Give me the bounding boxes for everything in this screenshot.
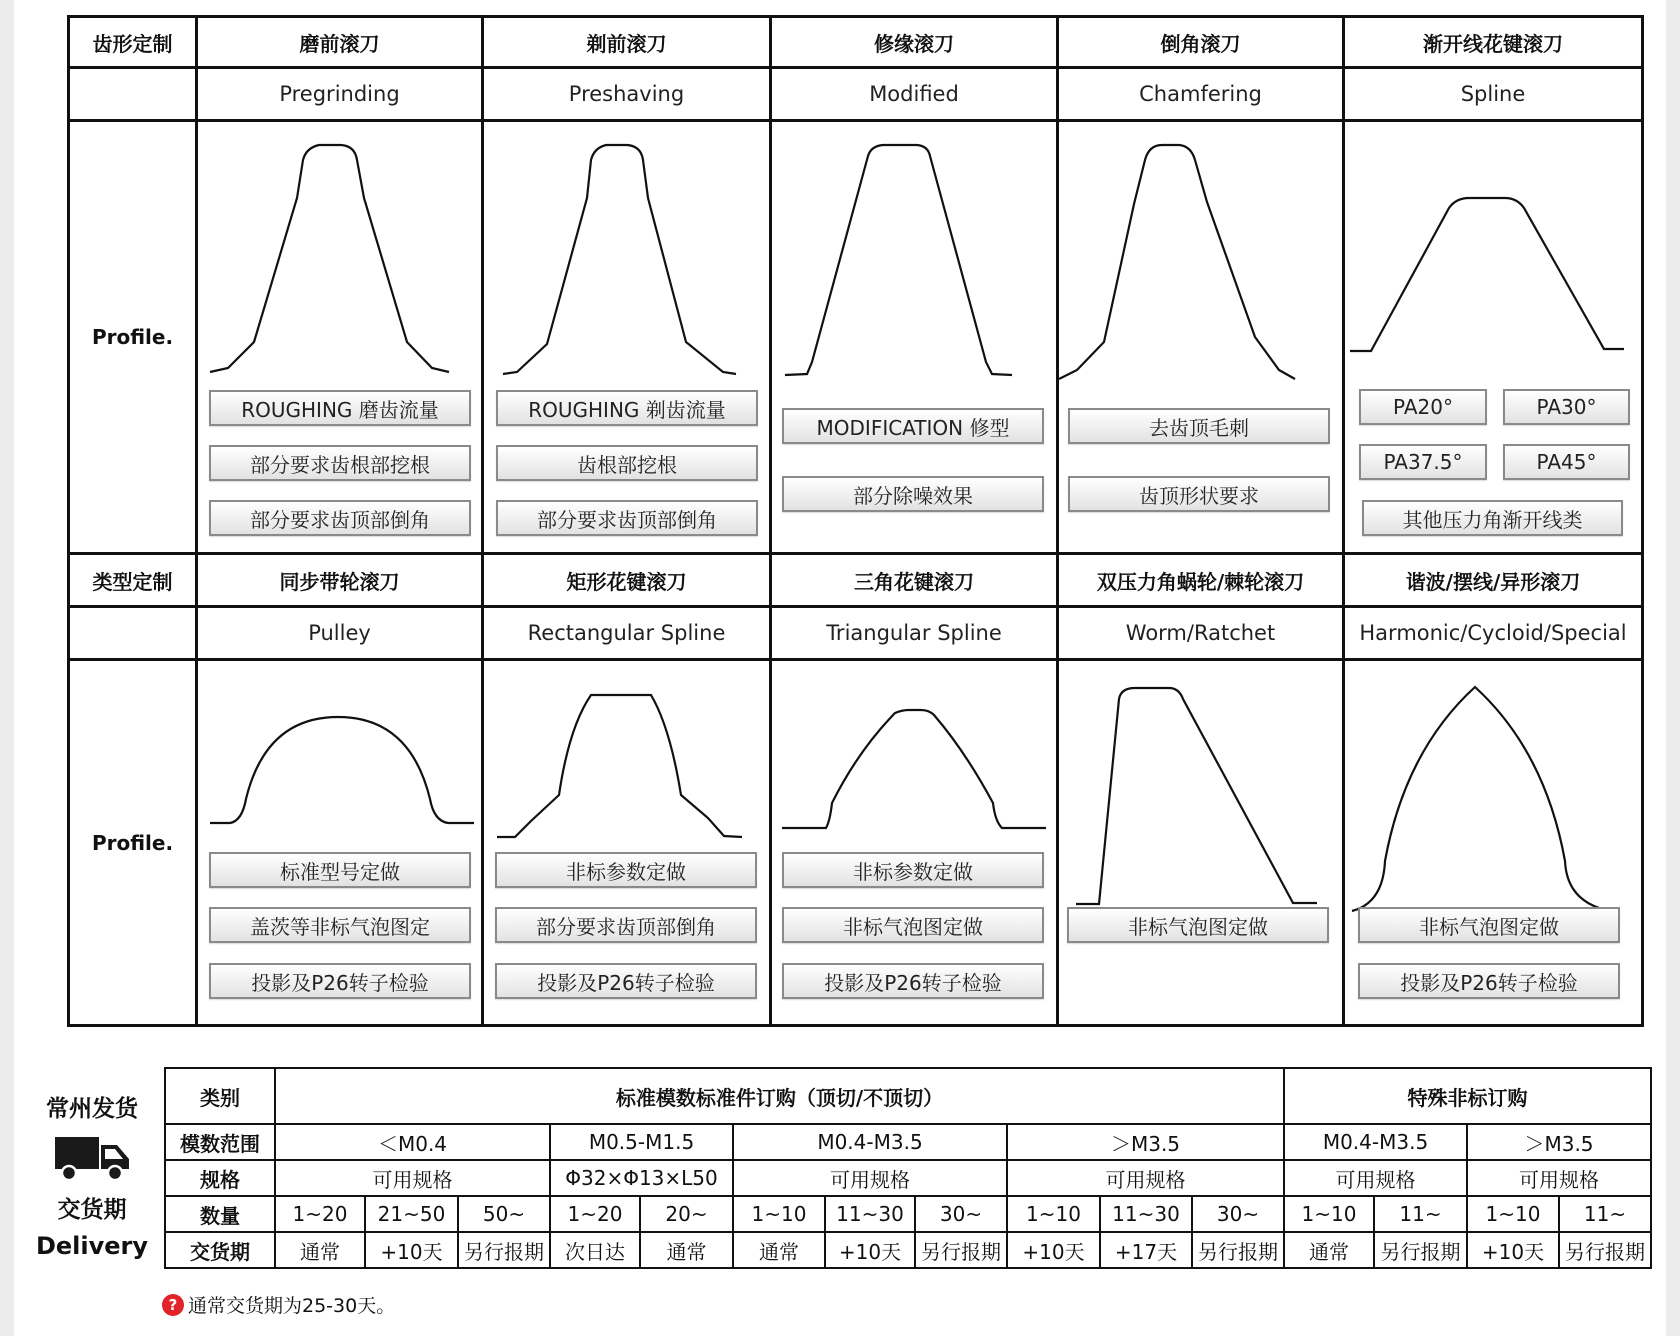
table-cell: ＜M0.4 bbox=[275, 1124, 550, 1160]
tag-button[interactable]: 投影及P26转子检验 bbox=[209, 963, 471, 999]
preshaving-profile-diagram bbox=[484, 122, 769, 382]
tag-button[interactable]: PA37.5° bbox=[1359, 444, 1487, 480]
table-row bbox=[165, 1196, 1651, 1232]
row-label-delivery: 交货期 bbox=[165, 1232, 275, 1268]
hob-profile-grid bbox=[67, 15, 1644, 1027]
spline-profile-diagram bbox=[1345, 122, 1641, 382]
tag-button[interactable]: PA20° bbox=[1359, 389, 1487, 425]
table-cell: +10天 bbox=[1467, 1232, 1559, 1268]
col-title-preshaving: 剃前滚刀 bbox=[586, 31, 667, 56]
tag-button[interactable]: MODIFICATION 修型 bbox=[782, 408, 1044, 444]
table-cell: 可用规格 bbox=[1467, 1160, 1651, 1196]
col-title-chamfering: 倒角滚刀 bbox=[1160, 31, 1241, 56]
table-cell: 30~ bbox=[1192, 1196, 1284, 1232]
table-cell: 可用规格 bbox=[275, 1160, 550, 1196]
table-cell: 可用规格 bbox=[1007, 1160, 1284, 1196]
table-cell: 1~10 bbox=[1284, 1196, 1374, 1232]
tag-button[interactable]: ROUGHING 磨齿流量 bbox=[209, 390, 471, 426]
table-cell: 50~ bbox=[458, 1196, 550, 1232]
alert-icon: ? bbox=[162, 1294, 184, 1316]
col-en-spline: Spline bbox=[1460, 82, 1526, 106]
tag-button[interactable]: 部分要求齿顶部倒角 bbox=[209, 500, 471, 536]
tag-button[interactable]: 部分除噪效果 bbox=[782, 476, 1044, 512]
table-cell: 另行报期 bbox=[458, 1232, 550, 1268]
table-cell: 通常 bbox=[640, 1232, 733, 1268]
col-title-spline: 渐开线花键滚刀 bbox=[1423, 31, 1563, 56]
table-row bbox=[165, 1160, 1651, 1196]
tag-button[interactable]: 盖茨等非标气泡图定 bbox=[209, 907, 471, 943]
table-cell: 通常 bbox=[733, 1232, 825, 1268]
delivery-table bbox=[164, 1067, 1652, 1269]
col-en-chamfering: Chamfering bbox=[1139, 82, 1262, 106]
table-row bbox=[165, 1232, 1651, 1268]
tag-button[interactable]: 标准型号定做 bbox=[209, 852, 471, 888]
col-en-modified: Modified bbox=[869, 82, 959, 106]
col-en-pulley: Pulley bbox=[308, 621, 371, 645]
table-cell: 另行报期 bbox=[1559, 1232, 1651, 1268]
table-cell: ＞M3.5 bbox=[1467, 1124, 1651, 1160]
table-cell: 1~10 bbox=[733, 1196, 825, 1232]
col-en-rect-spline: Rectangular Spline bbox=[527, 621, 726, 645]
tag-button[interactable]: 非标气泡图定做 bbox=[1067, 907, 1329, 943]
tag-button[interactable]: 部分要求齿顶部倒角 bbox=[496, 500, 758, 536]
col-title-tri-spline: 三角花键滚刀 bbox=[854, 569, 974, 594]
delivery-note bbox=[162, 1291, 395, 1318]
page bbox=[14, 0, 1666, 1336]
table-cell: M0.5-M1.5 bbox=[550, 1124, 733, 1160]
table-cell: 另行报期 bbox=[1192, 1232, 1284, 1268]
table-cell: 另行报期 bbox=[1374, 1232, 1467, 1268]
table-cell: 21~50 bbox=[365, 1196, 458, 1232]
table-cell: +10天 bbox=[1007, 1232, 1100, 1268]
tag-button[interactable]: 投影及P26转子检验 bbox=[782, 963, 1044, 999]
pregrinding-profile-diagram bbox=[198, 122, 481, 382]
tag-button[interactable]: PA30° bbox=[1503, 389, 1630, 425]
col-title-pulley: 同步带轮滚刀 bbox=[279, 569, 400, 594]
col-title-worm-ratchet: 双压力角蜗轮/棘轮滚刀 bbox=[1096, 569, 1305, 594]
tag-button[interactable]: 部分要求齿顶部倒角 bbox=[495, 907, 757, 943]
table-cell: 11~ bbox=[1374, 1196, 1467, 1232]
col-title-pregrinding: 磨前滚刀 bbox=[299, 31, 380, 56]
chamfering-profile-diagram bbox=[1059, 122, 1342, 382]
table-cell: Φ32×Φ13×L50 bbox=[550, 1160, 733, 1196]
tag-button[interactable]: 去齿顶毛刺 bbox=[1068, 408, 1330, 444]
tag-button[interactable]: 齿根部挖根 bbox=[496, 445, 758, 481]
table-cell: 可用规格 bbox=[733, 1160, 1007, 1196]
ship-from-label: 常州发货 bbox=[46, 1096, 138, 1122]
pulley-profile-diagram bbox=[198, 661, 481, 861]
modified-profile-diagram bbox=[772, 122, 1056, 382]
table-cell: 30~ bbox=[915, 1196, 1007, 1232]
delivery-side-panel bbox=[32, 1090, 152, 1260]
col-en-preshaving: Preshaving bbox=[568, 82, 685, 106]
table-cell: 另行报期 bbox=[915, 1232, 1007, 1268]
table-cell: 1~10 bbox=[1007, 1196, 1100, 1232]
table-header-special: 特殊非标订购 bbox=[1284, 1068, 1651, 1124]
table-header-category: 类别 bbox=[165, 1068, 275, 1124]
table-cell: 11~30 bbox=[1100, 1196, 1192, 1232]
note-text: 通常交货期为25-30天。 bbox=[188, 1295, 396, 1317]
truck-icon bbox=[53, 1133, 131, 1185]
row-label-module: 模数范围 bbox=[165, 1124, 275, 1160]
grid-line bbox=[1641, 15, 1644, 1027]
tag-button[interactable]: 投影及P26转子检验 bbox=[495, 963, 757, 999]
table-cell: 1~20 bbox=[550, 1196, 640, 1232]
tag-button[interactable]: PA45° bbox=[1503, 444, 1630, 480]
table-row bbox=[165, 1124, 1651, 1160]
table-cell: +17天 bbox=[1100, 1232, 1192, 1268]
table-row bbox=[165, 1068, 1651, 1124]
tag-button[interactable]: 非标参数定做 bbox=[782, 852, 1044, 888]
col-en-tri-spline: Triangular Spline bbox=[826, 621, 1002, 645]
profile-label: Profile. bbox=[91, 830, 174, 855]
row-label-qty: 数量 bbox=[165, 1196, 275, 1232]
table-cell: 1~20 bbox=[275, 1196, 365, 1232]
row-label-tooth-custom: 齿形定制 bbox=[92, 31, 173, 56]
table-cell: 次日达 bbox=[550, 1232, 640, 1268]
col-title-special: 谐波/摆线/异形滚刀 bbox=[1405, 569, 1581, 594]
tag-button[interactable]: 非标气泡图定做 bbox=[1358, 907, 1620, 943]
delivery-time-label: 交货期 bbox=[57, 1197, 127, 1223]
table-header-standard: 标准模数标准件订购（顶切/不顶切） bbox=[275, 1068, 1284, 1124]
row-label-spec: 规格 bbox=[165, 1160, 275, 1196]
profile-label: Profile. bbox=[91, 325, 174, 349]
tag-button[interactable]: 部分要求齿根部挖根 bbox=[209, 445, 471, 481]
row-label-type-custom: 类型定制 bbox=[92, 569, 173, 594]
table-cell: M0.4-M3.5 bbox=[1284, 1124, 1467, 1160]
rect-spline-profile-diagram bbox=[484, 661, 769, 861]
table-cell: +10天 bbox=[825, 1232, 915, 1268]
tag-button[interactable]: 非标气泡图定做 bbox=[782, 907, 1044, 943]
tag-button[interactable]: 非标参数定做 bbox=[495, 852, 757, 888]
tri-spline-profile-diagram bbox=[772, 661, 1056, 861]
tag-button[interactable]: 其他压力角渐开线类 bbox=[1362, 500, 1623, 536]
col-en-pregrinding: Pregrinding bbox=[279, 82, 400, 106]
special-profile-diagram bbox=[1345, 661, 1641, 921]
col-en-worm-ratchet: Worm/Ratchet bbox=[1125, 621, 1276, 645]
grid-line bbox=[67, 1024, 1644, 1027]
tag-button[interactable]: 齿顶形状要求 bbox=[1068, 476, 1330, 512]
col-title-modified: 修缘滚刀 bbox=[874, 31, 954, 56]
table-cell: M0.4-M3.5 bbox=[733, 1124, 1007, 1160]
table-cell: 通常 bbox=[1284, 1232, 1374, 1268]
table-cell: 11~30 bbox=[825, 1196, 915, 1232]
table-cell: 11~ bbox=[1559, 1196, 1651, 1232]
table-cell: 1~10 bbox=[1467, 1196, 1559, 1232]
table-cell: 可用规格 bbox=[1284, 1160, 1467, 1196]
table-cell: +10天 bbox=[365, 1232, 458, 1268]
col-title-rect-spline: 矩形花键滚刀 bbox=[566, 569, 687, 594]
table-cell: 通常 bbox=[275, 1232, 365, 1268]
tag-button[interactable]: ROUGHING 剃齿流量 bbox=[496, 390, 758, 426]
table-cell: 20~ bbox=[640, 1196, 733, 1232]
worm-ratchet-profile-diagram bbox=[1059, 661, 1342, 921]
delivery-en-label: Delivery bbox=[35, 1232, 149, 1260]
tag-button[interactable]: 投影及P26转子检验 bbox=[1358, 963, 1620, 999]
col-en-special: Harmonic/Cycloid/Special bbox=[1359, 621, 1627, 645]
table-cell: ＞M3.5 bbox=[1007, 1124, 1284, 1160]
